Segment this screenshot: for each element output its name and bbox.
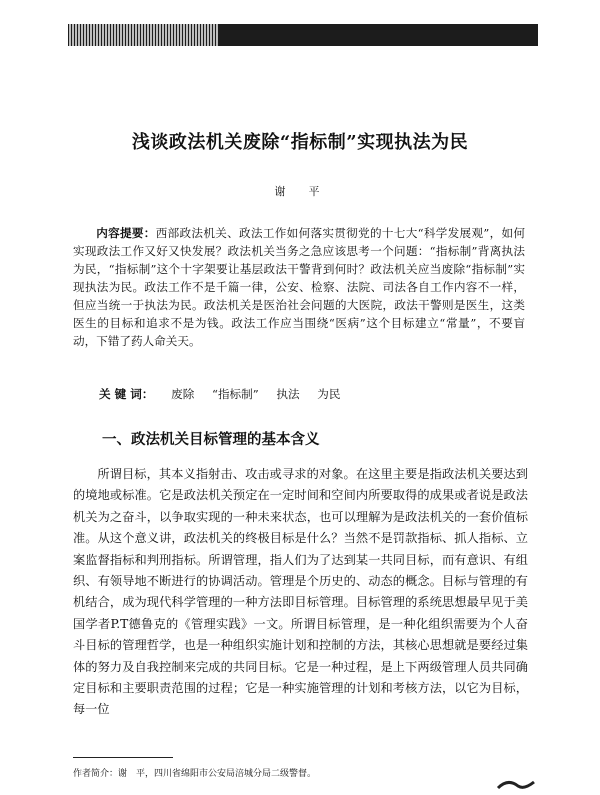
keyword-item: “指标制” (212, 387, 259, 401)
body-paragraph: 所谓目标，其本义指射击、攻击或寻求的对象。在这里主要是指政法机关要达到的境地或标准。它是政法机关预定在一定时间和空间内所要取得的成果或者说是政法机关为之奋斗，以争取实现的一种未来状态，也可以理解为是政法机关的一套价值标准。从这个意义讲，政法机关的终极目标是什么？当然不是罚款指标、抓人指标、立案监督指标和判刑指标。所谓管理，指人们为了达到某一共同目标，而有意识、有组织、有领导地不断进行的协调活动。管理是个历史的、动态的概念。目标与管理的有机结合，成为现代科学管理的一种方法即目标管理。目标管理的系统思想最早见于美国学者P.T德鲁克的《管理实践》一文。所谓目标管理，是一种化组织需要为个人奋斗目标的管理哲学，也是一种组织实施计划和控制的方法，其核心思想就是要经过集体的努力及自我控制来完成的共同目标。它是一种过程，是上下两级管理人员共同确定目标和主要职责范围的过程；它是一种实施管理的计划和考核方法，以它为目标，每一位 (73, 467, 528, 717)
author-name: 谢 平 (274, 185, 326, 198)
abstract-label: 内容提要： (96, 226, 156, 240)
header-decoration-bar (68, 24, 538, 46)
keywords-label: 关 键 词： (99, 387, 154, 401)
author-footnote: 作者简介：谢 平，四川省绵阳市公安局涪城分局二级警督。 (73, 769, 317, 779)
keyword-item: 执法 (276, 387, 300, 401)
page-corner-mark (496, 778, 536, 790)
footnote-divider (73, 757, 173, 758)
keywords (99, 385, 519, 403)
keyword-item: 废除 (171, 387, 195, 401)
abstract (73, 224, 525, 350)
article-title: 浅谈政法机关废除“指标制”实现执法为民 (131, 132, 469, 153)
keyword-item: 为民 (317, 387, 341, 401)
abstract-text: 西部政法机关、政法工作如何落实贯彻党的十七大“科学发展观”，如何实现政法工作又好又快发展？政法机关当务之急应该思考一个问题：“指标制”背离执法为民，“指标制”这个十字架要让基层政法干警背到何时？政法机关应当废除“指标制”实现执法为民。政法工作不是千篇一律，公安、检察、法院、司法各自工作内容不一样，但应当统一于执法为民。政法机关是医治社会问题的大医院，政法干警则是医生，这类医生的目标和追求不是为钱。政法工作应当围绕“医病”这个目标建立“常量”，不要盲动，下错了药人命关天。 (73, 226, 525, 348)
section-heading: 一、政法机关目标管理的基本含义 (102, 432, 320, 448)
